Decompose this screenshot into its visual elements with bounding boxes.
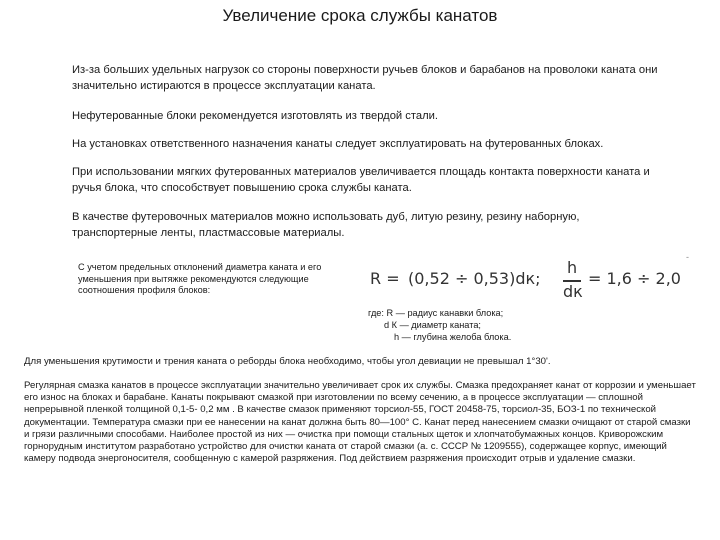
formula	[368, 258, 698, 304]
legend-diameter: d К — диаметр каната;	[384, 320, 481, 330]
formula-range: (0,52 ÷ 0,53)dк;	[408, 269, 541, 288]
lubrication-text: Регулярная смазка канатов в процессе эксплуатации значительно увеличивает срок их службы. Смазка предохраняет канат от коррозии и уменьшает его износ на блоках и барабане. Канаты покрывают смазкой при изготовлении по всему сечению, а в процессе эксплуатации — сплошной непрерывной пленкой толщиной 0,1-5- 0,2 мм . В качестве смазок применяют торсиол-55, ГОСТ 20458-75, торсиол-35, БОЗ-1 по технической документации. Температура смазки при ее нанесении на канат должна быть 80—100° С. Канат перед нанесением смазки очищают от старой смазки и грязи различными способами. Наиболее простой из них — очистка при помощи стальных щеток и хлопчатобумажных концов. Криворожским горнорудным институтом разработано устройство для очистки каната от старой смазки (а. с. СССР № 1209555), содержащее корпус, имеющий камеру подвода энергоносителя, сообщенную с камерой разряжения. Под действием разряжения происходит отрыв и удаление смазки.	[24, 380, 696, 465]
page-title: Увеличение срока службы канатов	[222, 6, 498, 25]
formula-lhs: R =	[370, 269, 400, 288]
formula-denominator: dк	[563, 282, 583, 301]
formula-numerator: h	[567, 258, 578, 277]
legend-radius: где: R — радиус канавки блока;	[368, 308, 504, 318]
formula-rhs: = 1,6 ÷ 2,0	[588, 269, 681, 288]
paragraph-soft-lining: При использовании мягких футерованных материалов увеличивается площадь контакта поверхности каната и ручья блока, что способствует повышению срока службы каната.	[72, 166, 650, 194]
deviation-note: Для уменьшения крутимости и трения каната о реборды блока необходимо, чтобы угол девиации не превышал 1°30'.	[24, 356, 551, 367]
dash-mark: -	[686, 252, 689, 262]
legend-depth: h — глубина желоба блока.	[394, 332, 512, 342]
paragraph-hard-steel: Нефутерованные блоки рекомендуется изготовлять из твердой стали.	[72, 110, 438, 122]
paragraph-lining-materials: В качестве футеровочных материалов можно использовать дуб, литую резину, резину наборную, транспортерные ленты, пластмассовые материалы.	[72, 211, 580, 239]
formula-legend	[368, 307, 511, 343]
paragraph-wear: Из-за больших удельных нагрузок со стороны поверхности ручьев блоков и барабанов на проволоки каната они значительно истираются в процессе эксплуатации каната.	[72, 64, 658, 92]
side-note: С учетом предельных отклонений диаметра каната и его уменьшения при вытяжке рекомендуются следующие соотношения профиля блоков:	[78, 262, 322, 295]
paragraph-lined-blocks: На установках ответственного назначения канаты следует эксплуатировать на футерованных блоках.	[72, 138, 604, 150]
